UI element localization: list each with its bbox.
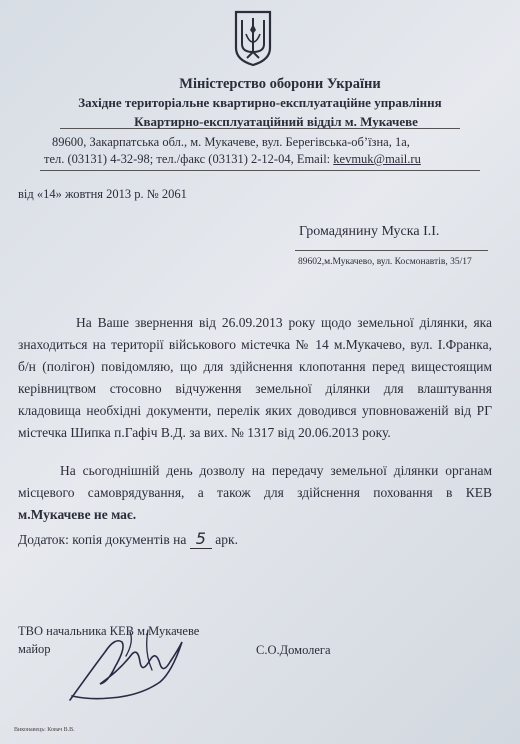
email-link[interactable]: kevmuk@mail.ru: [333, 152, 421, 166]
ministry-name: Міністерство оборони України: [179, 76, 381, 92]
division-name: Квартирно-експлуатаційний відділ м. Мукачеве: [134, 114, 418, 129]
tryzub-emblem-icon: [233, 8, 273, 68]
body-line: На сьогоднішній день дозволу на передачу земельної ділянки органам: [60, 463, 492, 478]
department-name: Західне територіальне квартирно-експлуатаційне управління: [78, 95, 442, 110]
sender-address: 89600, Закарпатська обл., м. Мукачеве, вул. Берегівська-об’їзна, 1а,: [52, 135, 410, 149]
annex-line: [18, 529, 238, 548]
outgoing-reference: від «14» жовтня 2013 р. № 2061: [18, 187, 187, 201]
body-paragraph-2: [18, 460, 492, 526]
recipient-divider: [295, 250, 488, 251]
body-line: знаходиться на території військового містечка № 14 м.Мукачево, вул. І.Франка,: [18, 337, 492, 352]
body-line: містечка Шипка п.Гафіч В.Д. за вих. № 1317 від 20.06.2013 року.: [18, 425, 391, 440]
annex-page-count: 5: [190, 529, 212, 549]
annex-suffix: арк.: [215, 532, 238, 547]
header-divider: [60, 128, 460, 129]
body-line: місцевого самоврядування, а також для здійснення поховання в КЕВ: [18, 485, 492, 500]
executor-note: Виконавець: Ковач В.В.: [14, 727, 75, 733]
annex-label: Додаток: копія документів на: [18, 532, 187, 547]
contacts-text: тел. (03131) 4-32-98; тел./факс (03131) 2-12-04, Email:: [44, 152, 334, 166]
signatory-rank: майор: [18, 642, 51, 656]
body-line: керівництвом стосовно відчуження земельної ділянки для влаштування: [18, 381, 492, 396]
body-paragraph-1: [18, 312, 492, 444]
body-line: кладовища необхідні документи, перелік яких доводився уповноваженій від РГ: [18, 403, 492, 418]
handwritten-signature: [60, 612, 200, 712]
body-line: б/н (полігон) повідомляю, що для здійснення клопотання перед вищестоящим: [18, 359, 492, 374]
body-line: На Ваше звернення від 26.09.2013 року щодо земельної ділянки, яка: [76, 315, 492, 330]
recipient-address: 89602,м.Мукачево, вул. Космонавтів, 35/17: [298, 257, 472, 267]
sender-contacts: [44, 152, 421, 167]
body-line: м.Мукачеве не має.: [18, 507, 137, 522]
signatory-name: С.О.Домолега: [256, 643, 331, 657]
address-divider: [40, 170, 480, 171]
recipient-name: Громадянину Муска І.І.: [299, 224, 440, 239]
signatory-title: ТВО начальника КЕВ м.Мукачеве: [18, 624, 200, 638]
